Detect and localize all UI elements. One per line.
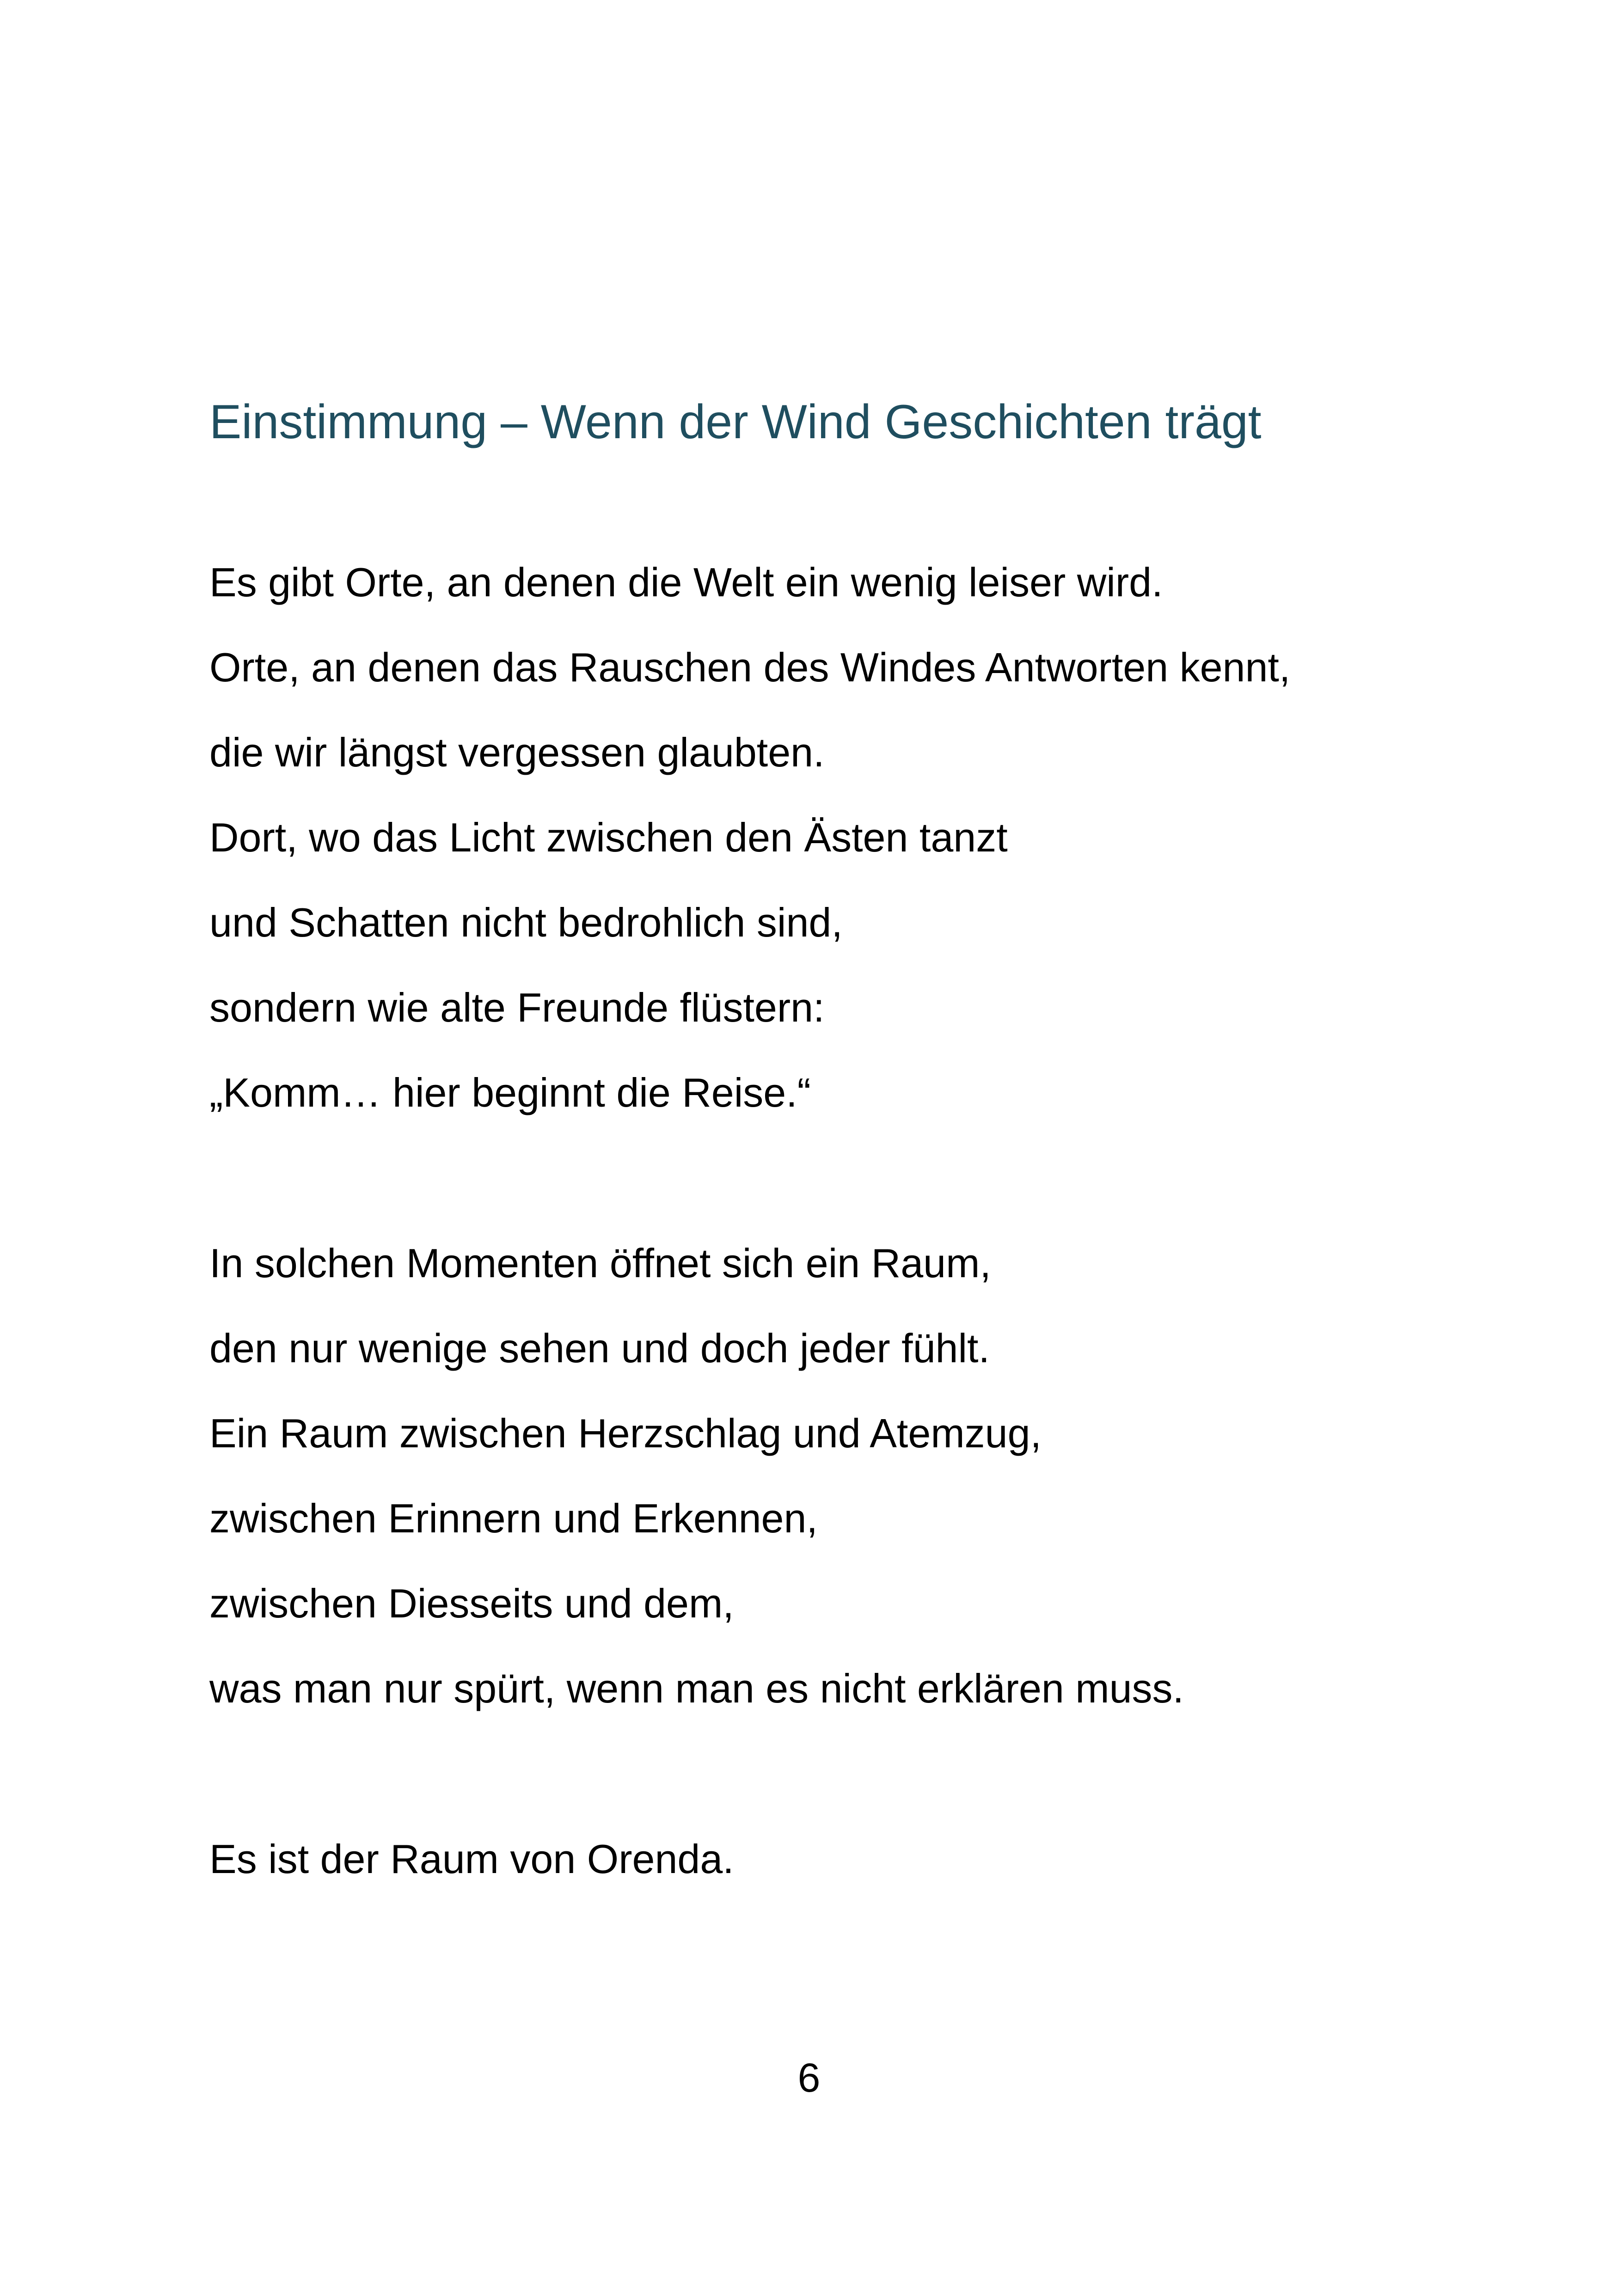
poem-line: In solchen Momenten öffnet sich ein Raum, xyxy=(209,1240,991,1286)
poem-line: was man nur spürt, wenn man es nicht erklären muss. xyxy=(209,1665,1184,1711)
poem-line: „Komm… hier beginnt die Reise.“ xyxy=(209,1070,811,1115)
poem-line: und Schatten nicht bedrohlich sind, xyxy=(209,900,843,945)
poem-line: die wir längst vergessen glaubten. xyxy=(209,729,825,775)
stanza-2 xyxy=(209,1221,1184,1731)
page-number: 6 xyxy=(797,2055,821,2100)
poem-line: Dort, wo das Licht zwischen den Ästen tanzt xyxy=(209,814,1008,860)
poem-line: Es gibt Orte, an denen die Welt ein wenig leiser wird. xyxy=(209,559,1163,605)
poem-line: zwischen Erinnern und Erkennen, xyxy=(209,1495,818,1541)
stanza-1 xyxy=(209,540,1290,1135)
page-title: Einstimmung – Wenn der Wind Geschichten trägt xyxy=(209,395,1262,449)
poem-line: zwischen Diesseits und dem, xyxy=(209,1580,734,1626)
poem-line: Es ist der Raum von Orenda. xyxy=(209,1836,734,1882)
stanza-3 xyxy=(209,1817,734,1902)
poem-line: den nur wenige sehen und doch jeder fühlt. xyxy=(209,1325,990,1371)
poem-line: Ein Raum zwischen Herzschlag und Atemzug, xyxy=(209,1410,1042,1456)
poem-line: sondern wie alte Freunde flüstern: xyxy=(209,985,825,1030)
poem-line: Orte, an denen das Rauschen des Windes Antworten kennt, xyxy=(209,644,1291,690)
